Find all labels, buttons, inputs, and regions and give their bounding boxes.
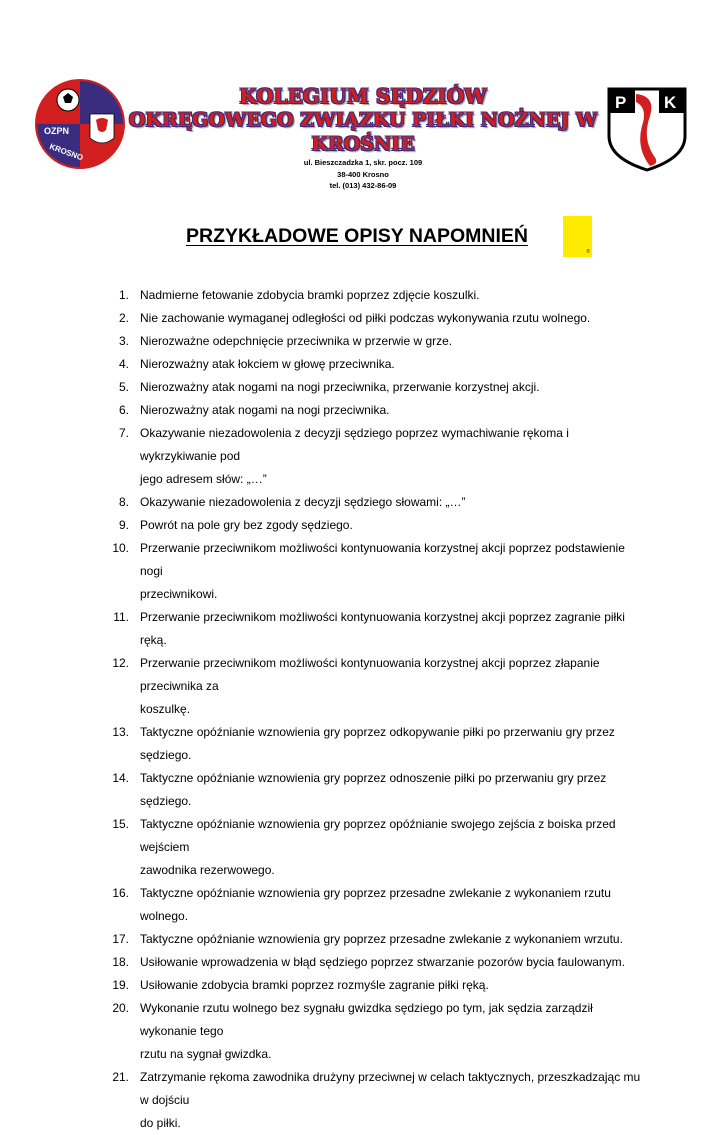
list-item-text: Taktyczne opóźnianie wznowienia gry poprzez odkopywanie piłki po przerwaniu gry przez sędziego. — [140, 725, 615, 762]
list-item-text: Powrót na pole gry bez zgody sędziego. — [140, 518, 353, 532]
list-item — [100, 974, 645, 997]
warnings-list — [100, 284, 645, 1135]
list-item — [100, 882, 645, 928]
letterhead-title-line1: KOLEGIUM SĘDZIÓW — [239, 84, 487, 108]
logo-left-top-text: OZPN — [44, 126, 70, 136]
list-item-text: Okazywanie niezadowolenia z decyzji sędziego poprzez wymachiwanie rękoma i wykrzykiwanie pod — [140, 426, 569, 463]
list-item — [100, 721, 645, 767]
list-item-text: Nierozważny atak nogami na nogi przeciwnika, przerwanie korzystnej akcji. — [140, 380, 540, 394]
list-item-number: 4. — [118, 357, 129, 371]
list-item-text: Nierozważny atak łokciem w głowę przeciwnika. — [140, 357, 395, 371]
list-item-text: Przerwanie przeciwnikom możliwości kontynuowania korzystnej akcji poprzez zagranie piłki ręką. — [140, 610, 625, 647]
list-item-text: koszulkę. — [140, 702, 191, 716]
ozpn-krosno-logo — [34, 76, 126, 172]
list-item — [100, 537, 645, 583]
list-item — [100, 307, 645, 330]
list-item-text: Przerwanie przeciwnikom możliwości kontynuowania korzystnej akcji poprzez złapanie przeciwnika za — [140, 656, 600, 693]
card-mark: ® — [586, 249, 590, 255]
list-item-continuation — [100, 1043, 645, 1066]
list-item-text: Nierozważne odepchnięcie przeciwnika w przerwie w grze. — [140, 334, 453, 348]
list-item-text: przeciwnikowi. — [140, 587, 218, 601]
list-item-number: 11. — [113, 610, 129, 624]
list-item-number — [100, 468, 129, 491]
list-item-number: 1. — [118, 288, 129, 302]
letterhead-title-line2: OKRĘGOWEGO ZWIĄZKU PIŁKI NOŻNEJ W KROŚNIE — [128, 109, 598, 155]
list-item-text: Zatrzymanie rękoma zawodnika drużyny przeciwnej w celach taktycznych, przeszkadzając mu w dojściu — [140, 1070, 641, 1107]
list-item-number: 21. — [112, 1070, 129, 1084]
logo-right-letter-k: K — [664, 93, 677, 112]
list-item-number: 9. — [118, 518, 129, 532]
list-item-number — [100, 859, 129, 882]
list-item-text: jego adresem słów: „…” — [140, 472, 267, 486]
list-item-number: 15. — [112, 817, 129, 831]
list-item-number: 19. — [112, 978, 129, 992]
list-item-continuation — [100, 583, 645, 606]
list-item-text: Wykonanie rzutu wolnego bez sygnału gwizdka sędziego po tym, jak sędzia zarządził wykonanie tego — [140, 1001, 593, 1038]
address-line1: ul. Bieszczadzka 1, skr. pocz. 109 — [303, 158, 423, 167]
list-item-number: 14. — [112, 771, 129, 785]
address-line2: 38-400 Krosno — [337, 169, 389, 179]
list-item — [100, 951, 645, 974]
list-item-text: Taktyczne opóźnianie wznowienia gry poprzez przesadne zwlekanie z wykonaniem rzutu wolnego. — [140, 886, 611, 923]
list-item — [100, 284, 645, 307]
logo-left-bottom-text: KROSNO — [48, 141, 85, 163]
list-item-number: 6. — [118, 403, 129, 417]
list-item-text: Nierozważny atak nogami na nogi przeciwnika. — [140, 403, 390, 417]
yellow-card-icon — [563, 216, 592, 257]
list-item-number — [100, 583, 129, 606]
logo-right-letter-p: P — [615, 93, 627, 112]
list-item — [100, 997, 645, 1043]
address-line3: tel. (013) 432-86-09 — [329, 181, 397, 190]
list-item-text: rzutu na sygnał gwizdka. — [140, 1047, 272, 1061]
list-item-text: Przerwanie przeciwnikom możliwości kontynuowania korzystnej akcji poprzez podstawienie nogi — [140, 541, 625, 578]
list-item-continuation — [100, 1112, 645, 1135]
list-item-number: 16. — [112, 886, 129, 900]
list-item-number: 10. — [112, 541, 129, 555]
list-item-continuation — [100, 468, 645, 491]
document-title-wrap — [0, 225, 724, 248]
list-item-text: Nadmierne fetowanie zdobycia bramki poprzez zdjęcie koszulki. — [140, 288, 480, 302]
document-title: PRZYKŁADOWE OPISY NAPOMNIEŃ — [185, 225, 528, 247]
list-item-number: 2. — [118, 311, 129, 325]
list-item — [100, 399, 645, 422]
list-item — [100, 928, 645, 951]
list-item-number: 13. — [112, 725, 129, 739]
list-item — [100, 376, 645, 399]
list-item-number: 20. — [112, 1001, 129, 1015]
list-item-text: Usiłowanie zdobycia bramki poprzez rozmyśle zagranie piłki ręką. — [140, 978, 489, 992]
list-item — [100, 514, 645, 537]
list-item — [100, 606, 645, 652]
list-item-text: Nie zachowanie wymaganej odległości od piłki podczas wykonywania rzutu wolnego. — [140, 311, 591, 325]
list-item-continuation — [100, 698, 645, 721]
list-item-text: Taktyczne opóźnianie wznowienia gry poprzez opóźnianie swojego zejścia z boiska przed wejściem — [140, 817, 616, 854]
list-item-number — [100, 1043, 129, 1066]
list-item-number: 3. — [118, 334, 129, 348]
letterhead — [128, 84, 598, 191]
list-item — [100, 1066, 645, 1112]
list-item-number: 7. — [118, 426, 129, 440]
list-item — [100, 813, 645, 859]
list-item-continuation — [100, 859, 645, 882]
list-item — [100, 330, 645, 353]
list-item — [100, 422, 645, 468]
list-item-number — [100, 1112, 129, 1135]
list-item — [100, 353, 645, 376]
list-item-number — [100, 698, 129, 721]
psk-logo — [606, 86, 688, 172]
list-item-text: Taktyczne opóźnianie wznowienia gry poprzez przesadne zwlekanie z wykonaniem wrzutu. — [140, 932, 623, 946]
list-item-number: 18. — [112, 955, 129, 969]
list-item-text: Usiłowanie wprowadzenia w błąd sędziego poprzez stwarzanie pozorów bycia faulowanym. — [140, 955, 625, 969]
list-item — [100, 652, 645, 698]
list-item — [100, 767, 645, 813]
list-item-text: zawodnika rezerwowego. — [140, 863, 275, 877]
list-item-text: Taktyczne opóźnianie wznowienia gry poprzez odnoszenie piłki po przerwaniu gry przez sędziego. — [140, 771, 607, 808]
list-item-text: Okazywanie niezadowolenia z decyzji sędziego słowami: „…” — [140, 495, 466, 509]
list-item — [100, 491, 645, 514]
list-item-number: 12. — [112, 656, 129, 670]
list-item-number: 8. — [118, 495, 129, 509]
list-item-number: 5. — [118, 380, 129, 394]
list-item-number: 17. — [112, 932, 129, 946]
list-item-text: do piłki. — [140, 1116, 181, 1130]
